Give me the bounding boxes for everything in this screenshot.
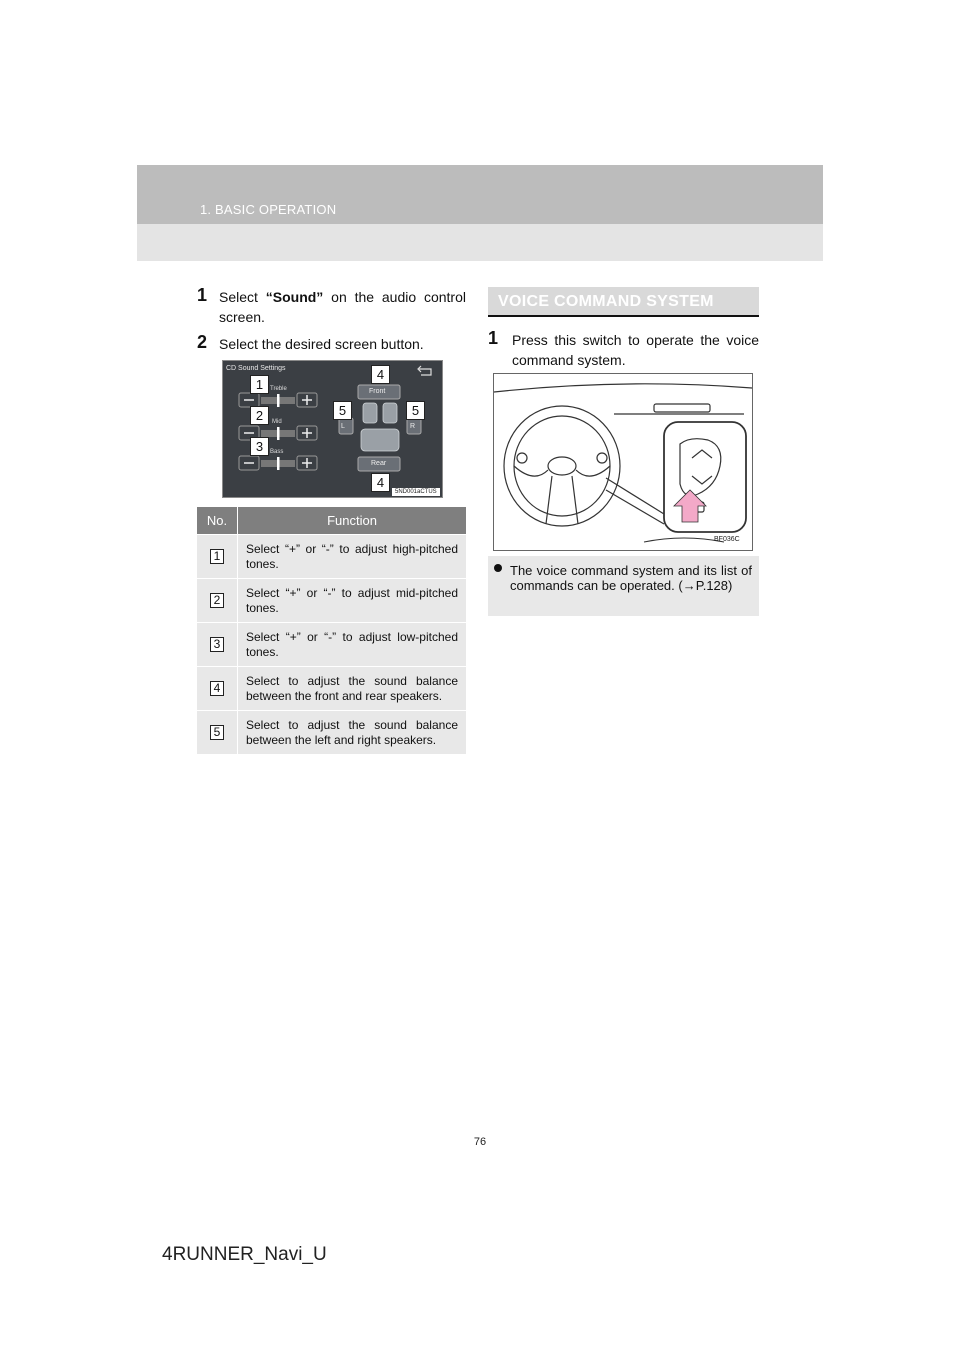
row-number: 5 [210,725,224,740]
step-text: Select the desired screen button. [219,336,424,352]
callout-5-right: 5 [406,401,425,420]
bullet-icon [494,564,502,572]
row-number: 1 [210,549,224,564]
row-number: 2 [210,593,224,608]
mid-label: Mid [272,419,282,425]
image-code: 5ND001aCTUS [392,488,440,496]
treble-label: Treble [270,386,287,392]
steering-wheel-illustration [493,373,753,551]
callout-4-bottom: 4 [371,473,390,492]
right-label: R [410,423,416,430]
left-label: L [341,423,345,430]
step-1 [197,287,466,329]
step-text: Press this switch to operate the voice command system. [512,332,759,368]
step-number: 1 [488,328,499,348]
table-row [197,534,466,578]
table-row [197,622,466,666]
rear-label: Rear [371,460,387,467]
callout-4-top: 4 [371,365,390,384]
table-row [197,710,466,754]
table-row [197,578,466,622]
row-function: Select “+” or “-” to adjust low-pitched tones. [237,623,466,666]
front-label: Front [369,388,386,395]
voice-note [488,556,759,616]
voice-command-title: VOICE COMMAND SYSTEM [488,287,759,317]
voice-step-1 [488,330,759,372]
bass-label: Bass [270,449,284,455]
row-function: Select “+” or “-” to adjust high-pitched tones. [237,535,466,578]
callout-5-left: 5 [333,401,352,420]
step-number: 1 [197,285,208,305]
table-row [197,666,466,710]
function-table [197,507,466,754]
header-function: Function [237,507,466,534]
page-number: 76 [473,1136,487,1148]
callout-1: 1 [250,375,269,394]
callout-3: 3 [250,437,269,456]
header-no: No. [206,513,228,528]
steering-wheel-graphic [494,374,752,550]
step-text: Select “Sound” on the audio control screen. [219,289,466,325]
row-function: Select “+” or “-” to adjust mid-pitched tones. [237,579,466,622]
callout-2: 2 [250,406,269,425]
step-number: 2 [197,332,208,352]
step-2 [197,334,466,356]
header-subband [137,224,823,261]
footer-model: 4RUNNER_Navi_U [162,1244,327,1265]
note-text: The voice command system and its list of commands can be operated. (→P.128) [510,563,752,593]
screen-title: CD Sound Settings [226,365,286,372]
row-function: Select to adjust the sound balance between the front and rear speakers. [237,667,466,710]
row-number: 4 [210,681,224,696]
row-function: Select to adjust the sound balance between the left and right speakers. [237,711,466,754]
table-header [197,507,466,534]
section-title: 1. BASIC OPERATION [200,202,337,217]
row-number: 3 [210,637,224,652]
voice-image-code: BF036C [714,536,740,543]
